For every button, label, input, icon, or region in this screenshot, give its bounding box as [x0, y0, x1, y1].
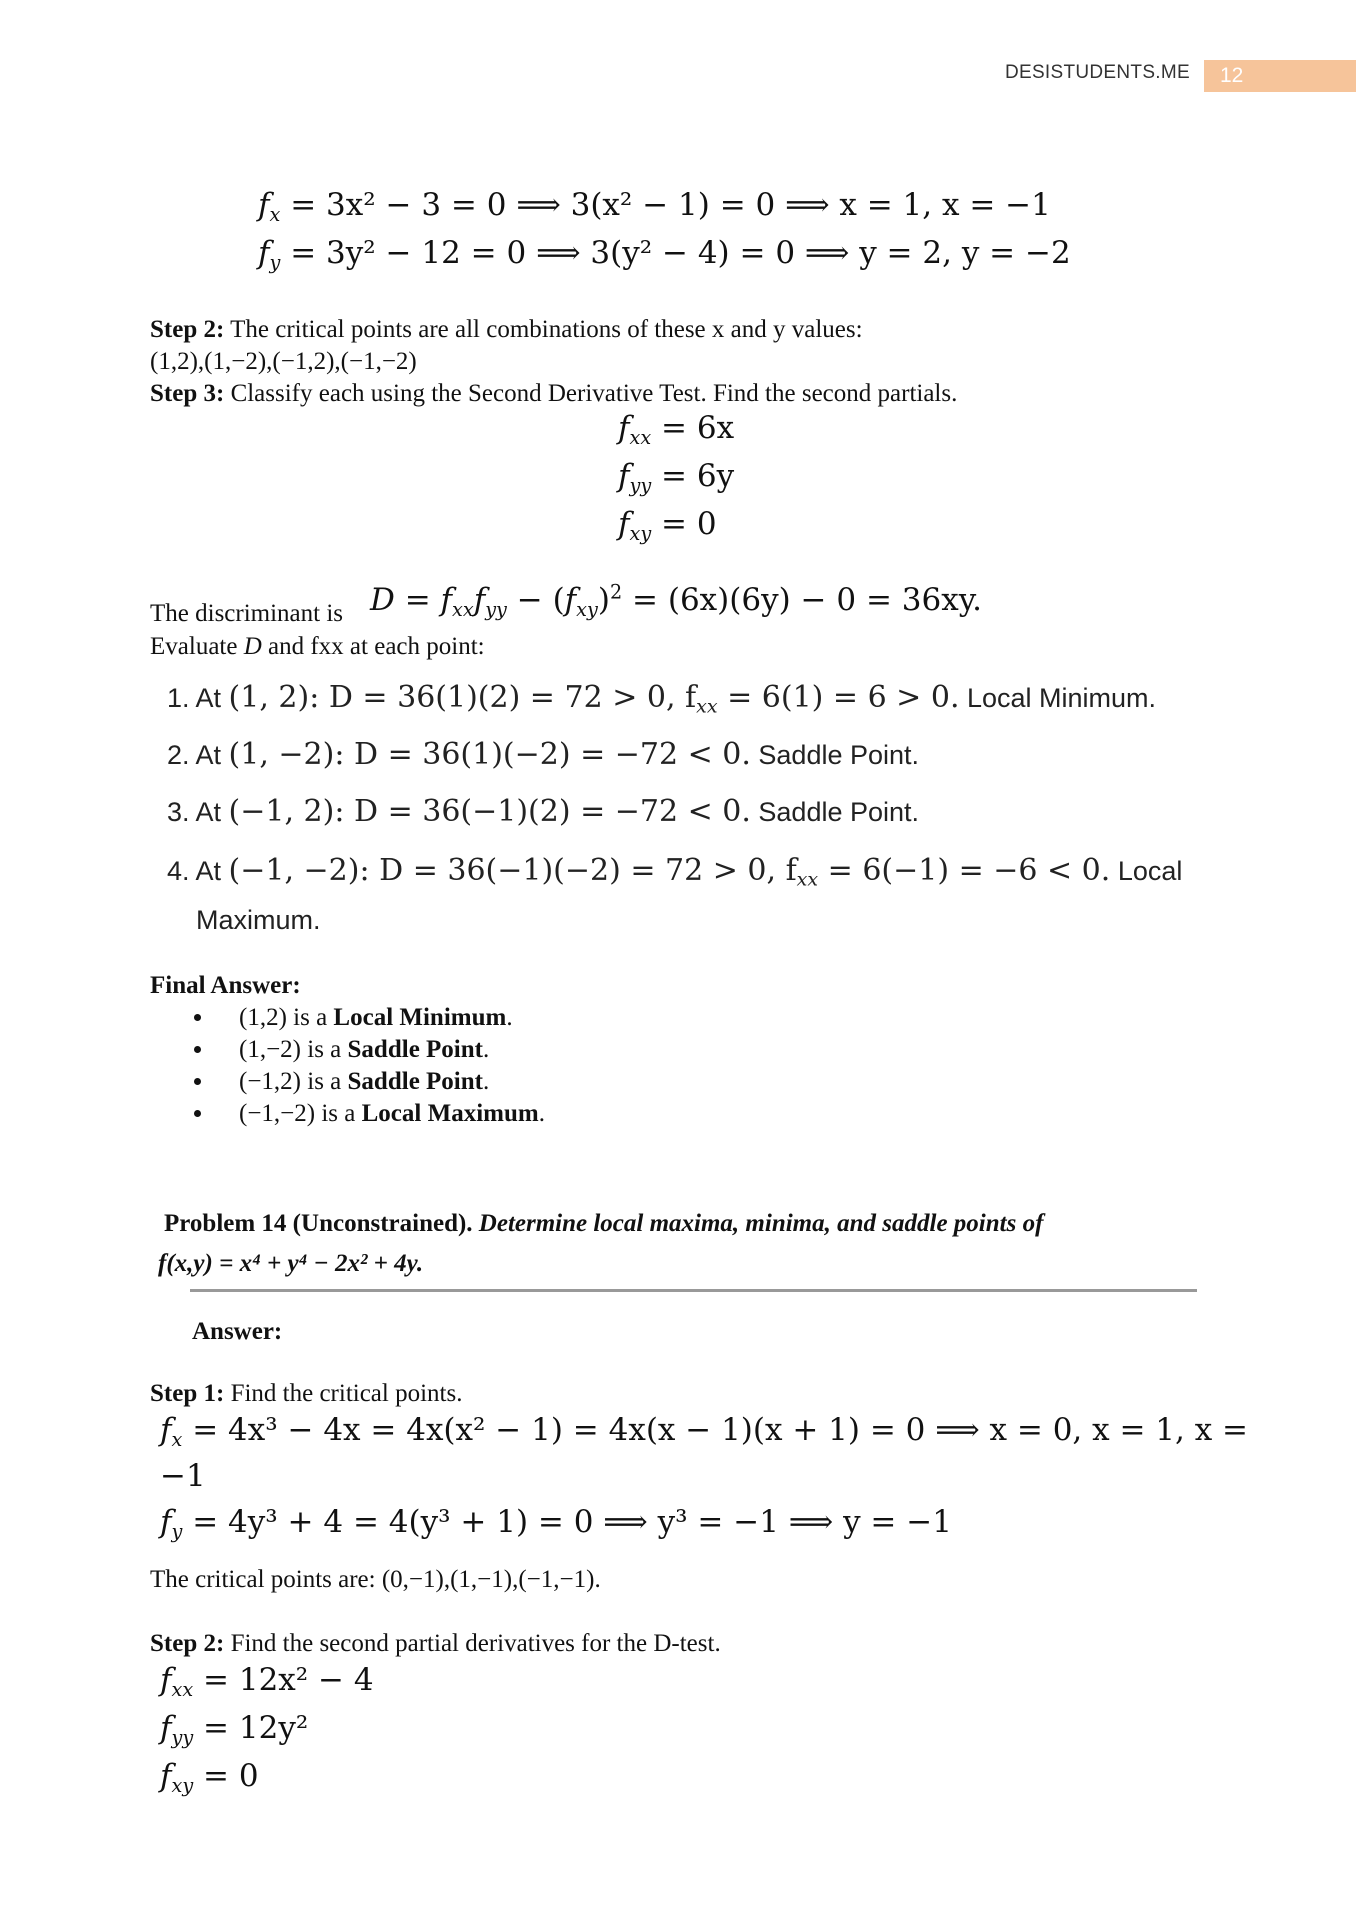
list-item-math: (−1, 2): D = 36(−1)(2) = −72 < 0. — [228, 794, 751, 829]
final-point: (1,2) is a — [239, 1004, 334, 1031]
list-item-result: Saddle Point. — [750, 797, 920, 827]
final-period: . — [482, 1068, 490, 1095]
list-item-number: 3. At — [167, 797, 229, 827]
evaluate-post: and fxx at each point: — [261, 633, 485, 660]
p14-step1-label: Step 1: — [150, 1380, 225, 1407]
discriminant-body: = (6x)(6y) − 0 = 36xy. — [632, 582, 982, 618]
p14-fx-equation: $f_x = 4x^3 - 4x = 4x(x^2 - 1) = 4x(x - 1)(x + 1) = 0$ ⟹ x = 0, x = 1, x = — [160, 1412, 1249, 1451]
list-item: 1. At (1, 2): D = 36(1)(2) = 72 > 0, $f_{xx} = 6(1) = 6 > 0$. Local Minimum. — [167, 680, 1157, 718]
list-item — [194, 1036, 489, 1064]
p14-step2-text — [150, 1630, 721, 1658]
problem-14-label: Problem 14 (Unconstrained). — [164, 1210, 473, 1237]
list-item — [194, 1004, 513, 1032]
final-classification: Saddle Point — [347, 1036, 483, 1063]
p14-step2-label: Step 2: — [150, 1630, 225, 1657]
page-number: 12 — [1220, 64, 1244, 87]
fy-equation: $f_y = 3y^2 - 12 = 0$ ⟹ 3(y² − 4) = 0 ⟹ y = 2, y = −2 — [258, 235, 1071, 274]
problem-14-text: Determine local maxima, minima, and saddle points of — [472, 1210, 1044, 1237]
list-item-math-cont: = 6(−1) = −6 < 0. — [818, 853, 1111, 888]
list-item — [167, 794, 919, 829]
p14-fy-body: = 4y³ + 4 = 4(y³ + 1) = 0 ⟹ y³ = −1 ⟹ y = −1 — [192, 1504, 952, 1540]
final-point: (−1,2) is a — [239, 1068, 348, 1095]
fxx-body: = 6x — [661, 410, 735, 446]
problem-14-function-text: f(x,y) = x⁴ + y⁴ − 2x² + 4y. — [158, 1250, 424, 1277]
fyy-equation: $f_{yy} = 6y$ — [618, 458, 735, 497]
final-period: . — [506, 1004, 513, 1031]
fxx-equation: $f_{xx} = 6x$ — [618, 410, 735, 449]
list-item-number: 2. At — [167, 740, 229, 770]
p14-fxx-body: = 12x² − 4 — [203, 1662, 374, 1698]
p14-fx-continued: −1 — [160, 1458, 206, 1494]
fy-equation-body: = 3y² − 12 = 0 ⟹ 3(y² − 4) = 0 ⟹ y = 2, y = −2 — [290, 235, 1071, 271]
list-item-result: Local Minimum. — [959, 683, 1157, 713]
problem-14-function — [158, 1250, 423, 1278]
p14-critical-points: The critical points are: (0,−1),(1,−1),(−1,−1). — [150, 1566, 601, 1593]
final-classification: Local Maximum — [361, 1100, 539, 1127]
list-item-result-continued: Maximum. — [196, 905, 321, 935]
step3-label: Step 3: — [150, 380, 225, 407]
final-period: . — [482, 1036, 490, 1063]
fxy-equation: $f_{xy} = 0$ — [618, 506, 717, 545]
p14-fyy-equation: $f_{yy} = 12y^2$ — [160, 1710, 309, 1749]
p14-fyy-body: = 12y² — [203, 1710, 309, 1746]
step3-text — [150, 380, 957, 408]
discriminant-equation: $D = f_{xx}f_{yy} - (f_{xy})^2 = (6x)(6y) - 0 = 36xy$. — [370, 580, 982, 621]
list-item-math: (1, 2): D = 36(1)(2) = 72 > 0, f — [228, 680, 697, 715]
final-classification: Saddle Point — [347, 1068, 483, 1095]
site-name: DESISTUDENTS.ME — [1004, 62, 1190, 83]
fx-equation: $f_x = 3x^2 - 3 = 0$ ⟹ 3(x² − 1) = 0 ⟹ x = 1, x = −1 — [258, 187, 1051, 226]
final-answer-label — [150, 972, 301, 1000]
step2-body: The critical points are all combinations of these x and y values: — [224, 316, 863, 343]
p14-step2-body: Find the second partial derivatives for the D-test. — [224, 1630, 721, 1657]
final-point: (−1,−2) is a — [239, 1100, 362, 1127]
p14-step1-body: Find the critical points. — [224, 1380, 463, 1407]
evaluate-text — [150, 633, 485, 661]
section-divider — [190, 1289, 1197, 1292]
p14-fxx-equation: $f_{xx} = 12x^2 - 4$ — [160, 1662, 374, 1701]
list-item-number: 1. At — [167, 683, 229, 713]
answer-label — [192, 1318, 282, 1346]
p14-fx-body: = 4x³ − 4x = 4x(x² − 1) = 4x(x − 1)(x + 1) = 0 ⟹ x = 0, x = 1, x = — [192, 1412, 1249, 1448]
evaluate-d: D — [243, 633, 262, 660]
fx-equation-body: = 3x² − 3 = 0 ⟹ 3(x² − 1) = 0 ⟹ x = 1, x = −1 — [290, 187, 1051, 223]
list-item — [167, 737, 919, 772]
evaluate-pre: Evaluate — [150, 633, 244, 660]
list-item — [194, 1068, 489, 1096]
final-period: . — [538, 1100, 545, 1127]
fyy-body: = 6y — [661, 458, 735, 494]
list-item — [194, 1100, 545, 1128]
p14-fy-equation: $f_y = 4y^3 + 4 = 4(y^3 + 1) = 0$ ⟹ y³ = −1 ⟹ y = −1 — [160, 1504, 952, 1543]
list-item-number: 4. At — [167, 856, 229, 886]
p14-fxy-equation: $f_{xy} = 0$ — [160, 1758, 259, 1797]
p14-step1-text — [150, 1380, 462, 1408]
step2-text — [150, 316, 863, 344]
final-answer-heading: Final Answer: — [150, 972, 301, 999]
list-item-result: Saddle Point. — [750, 740, 920, 770]
step3-body: Classify each using the Second Derivative Test. Find the second partials. — [224, 380, 958, 407]
final-point: (1,−2) is a — [239, 1036, 348, 1063]
list-item-math-cont: = 6(1) = 6 > 0. — [717, 680, 960, 715]
answer-heading: Answer: — [192, 1318, 283, 1345]
list-item: 4. At (−1, −2): D = 36(−1)(−2) = 72 > 0, $f_{xx} = 6(-1) = -6 < 0$. Local — [167, 853, 1183, 891]
final-classification: Local Minimum — [333, 1004, 507, 1031]
list-item-math: (−1, −2): D = 36(−1)(−2) = 72 > 0, f — [228, 853, 797, 888]
discriminant-intro: The discriminant is — [150, 600, 344, 627]
fxy-body: = 0 — [661, 506, 717, 542]
problem-14-statement — [164, 1210, 1043, 1238]
step2-label: Step 2: — [150, 316, 225, 343]
p14-fxy-body: = 0 — [203, 1758, 259, 1794]
list-item-result: Local — [1110, 856, 1183, 886]
critical-points-list: (1,2),(1,−2),(−1,2),(−1,−2) — [150, 348, 417, 375]
list-item-math: (1, −2): D = 36(1)(−2) = −72 < 0. — [228, 737, 751, 772]
